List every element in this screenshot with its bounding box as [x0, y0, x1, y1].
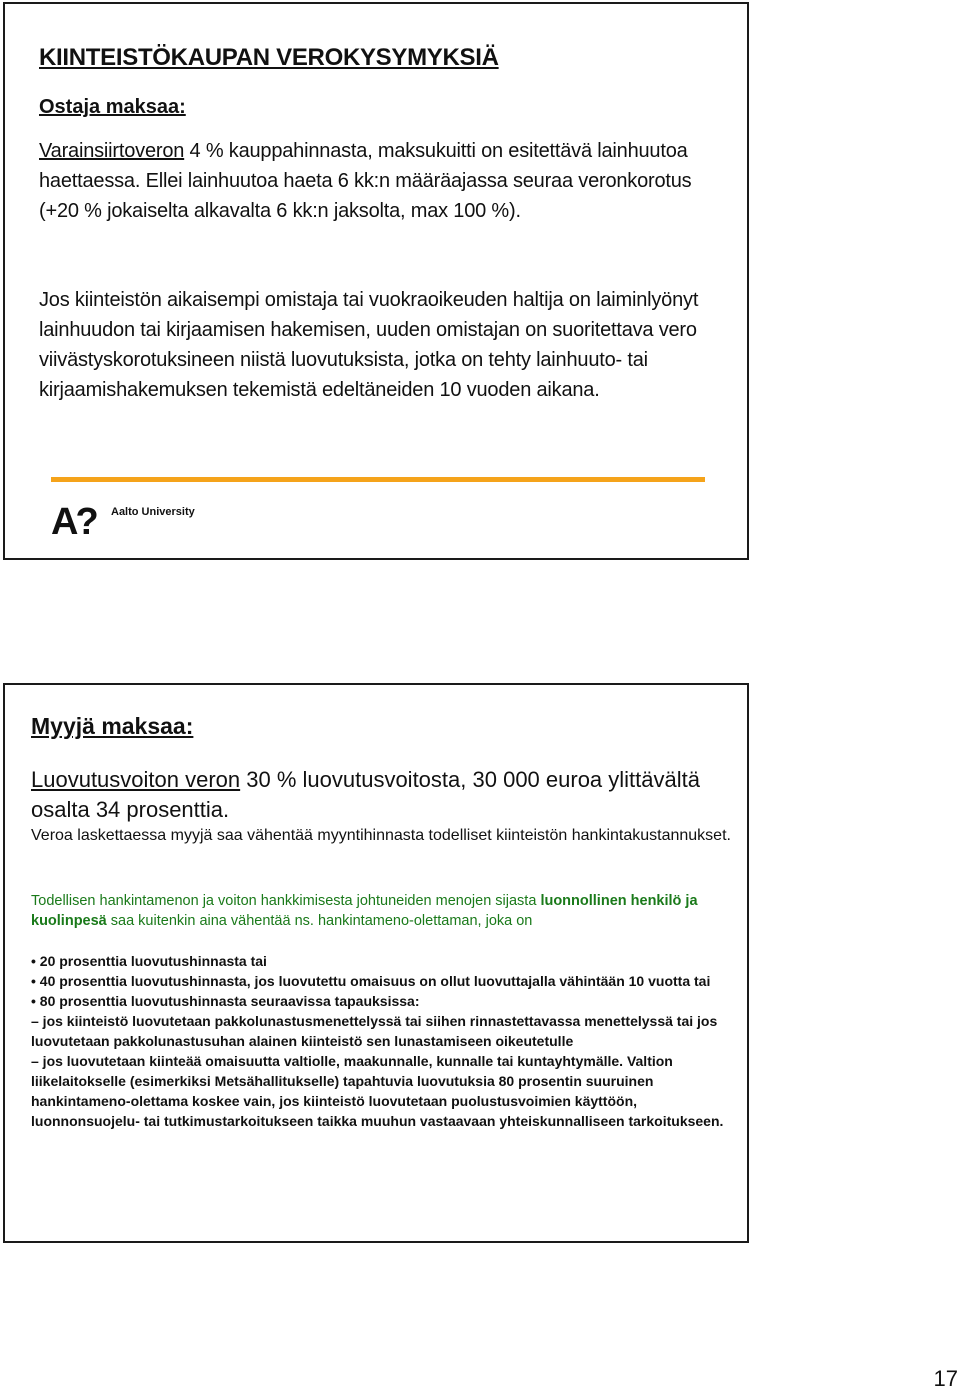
slide-myyja: [3, 683, 749, 1243]
aalto-logo-text: Aalto University: [111, 506, 195, 518]
list-item: – jos luovutetaan kiinteää omaisuutta valtiolle, maakunnalle, kunnalle tai kuntayhtymälle. Valtion liikelaitokselle (esimerkiksi Metsähallitukselle) tapahtuvia luovutuksia 80 prosentin suuruinen hankintameno-olettama koskee vain, jos kiinteistö luovutetaan puolustusvoimien käyttöön, luonnonsuojelu- tai tutkimustarkoitukseen taikka muuhun vastaavaan yhteiskunnalliseen tarkoitukseen.: [31, 1053, 724, 1129]
slide1-title: KIINTEISTÖKAUPAN VEROKYSYMYKSIÄ: [39, 44, 499, 71]
orange-divider: [51, 477, 705, 482]
list-item: • 20 prosenttia luovutushinnasta tai: [31, 953, 267, 969]
slide2-hankintameno-intro: [31, 891, 731, 931]
varainsiirtovero-text: 4 % kauppahinnasta, maksukuitti on esitettävä lainhuutoa haettaessa. Ellei lainhuutoa haeta 6 kk:n määräajassa seuraa veronkorotus (+20 % jokaiselta alkavalta 6 kk:n jaksolta, max 100 %).: [39, 140, 692, 222]
slide2-title: Myyjä maksaa:: [31, 713, 194, 739]
slide1-subtitle: Ostaja maksaa:: [39, 96, 186, 118]
slide2-note: Veroa laskettaessa myyjä saa vähentää myyntihinnasta todelliset kiinteistön hankintakustannukset.: [31, 827, 731, 844]
list-item: • 80 prosenttia luovutushinnasta seuraavissa tapauksissa:: [31, 993, 420, 1009]
page-number: 17: [933, 1366, 958, 1391]
green-text-a: Todellisen hankintamenon ja voiton hankkimisesta johtuneiden menojen sijasta: [31, 893, 541, 909]
green-text-bold: luonnollinen henkilö ja kuolinpesä: [31, 893, 698, 929]
slide-ostaja: [3, 2, 749, 560]
list-item: • 40 prosenttia luovutushinnasta, jos luovutettu omaisuus on ollut luovuttajalla vähintään 10 vuotta tai: [31, 973, 711, 989]
list-item: – jos kiinteistö luovutetaan pakkolunastusmenettelyssä tai siihen rinnastettavassa menettelyssä tai jos luovutetaan pakkolunastusuhan alainen kiinteistö sen lunastamiseen oikeutetulle: [31, 1013, 718, 1049]
luovutusvoittovero-text: 30 % luovutusvoitosta, 30 000 euroa ylittävältä osalta 34 prosenttia.: [31, 767, 700, 822]
luovutusvoittovero-term: Luovutusvoiton veron: [31, 767, 241, 792]
hankintameno-list: [31, 951, 731, 1131]
slide2-lead: [31, 765, 731, 825]
slide1-paragraph-varainsiirtovero: [39, 136, 719, 226]
varainsiirtovero-term: Varainsiirtoveron: [39, 140, 185, 162]
aalto-logo: [51, 501, 211, 544]
aalto-logo-mark: A?: [51, 501, 96, 543]
slide1-paragraph-laiminlyonti: Jos kiinteistön aikaisempi omistaja tai vuokraoikeuden haltija on laiminlyönyt lainhuudon tai kirjaamisen hakemisen, uuden omistajan on suoritettava vero viivästyskorotuksineen niistä luovutuksista, jotka on tehty lainhuuto- tai kirjaamishakemuksen tekemistä edeltäneiden 10 vuoden aikana.: [39, 289, 699, 401]
green-text-b: saa kuitenkin aina vähentää ns. hankintameno-olettaman, joka on: [106, 913, 533, 929]
